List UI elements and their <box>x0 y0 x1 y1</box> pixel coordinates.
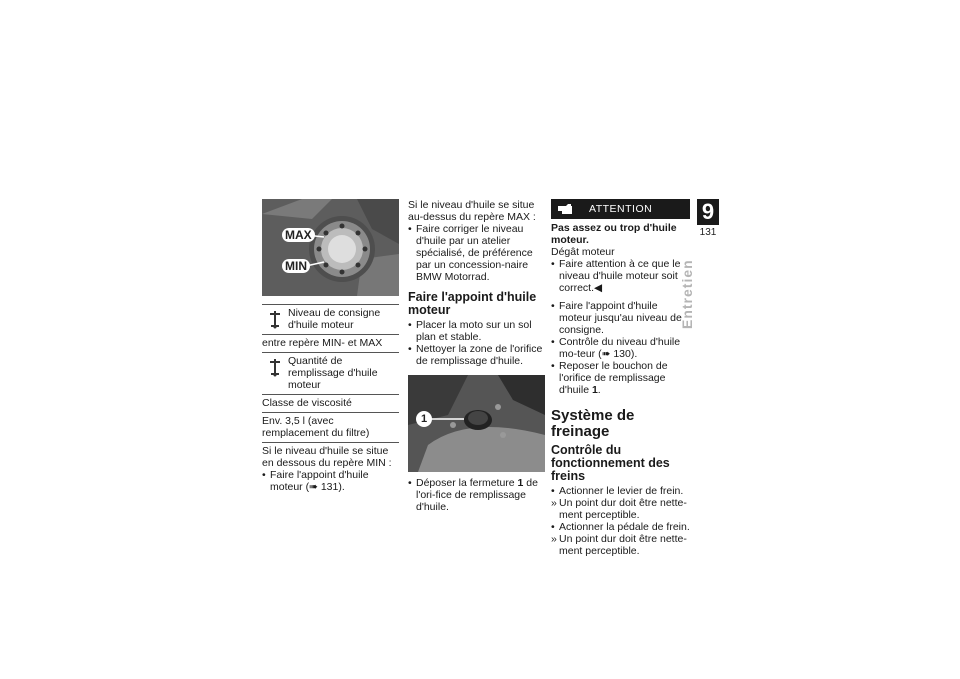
list-item: • Faire corriger le niveau d'huile par un atelier spécialisé, de préférence par un concession-naire BMW Motorrad. <box>408 223 533 283</box>
spec1-label: Niveau de consigne d'huile moteur <box>288 307 381 331</box>
spec2-label: Quantité de remplissage d'huile moteur <box>288 355 378 391</box>
attention-label: ATTENTION <box>589 203 653 215</box>
section-heading: Faire l'appoint d'huile moteur <box>408 290 537 317</box>
list-item: • Actionner le levier de frein. <box>551 485 684 497</box>
arrow-icon: ➠ <box>309 481 321 493</box>
oil-level-photo <box>262 199 399 296</box>
spec-oil-level-value <box>262 334 399 352</box>
max-label: MAX <box>282 228 315 242</box>
list-item: • Actionner la pédale de frein. <box>551 521 690 533</box>
spec-oil-level <box>262 304 399 334</box>
list-item: • Reposer le bouchon de l'orifice de remplissage d'huile 1. <box>551 360 668 396</box>
part-number-badge: 1 <box>416 411 432 427</box>
subsection-title: Contrôle du fonctionnement des freins <box>551 443 670 483</box>
list-item: • Faire l'appoint d'huile moteur jusqu'au niveau de consigne. <box>551 300 682 336</box>
list-item: • Déposer la fermeture 1 de l'ori-fice de remplissage d'huile. <box>408 477 538 513</box>
column-2 <box>408 199 545 513</box>
list-item: • Nettoyer la zone de l'orifice de remplissage d'huile. <box>408 343 543 367</box>
wrench-icon <box>268 359 282 377</box>
chapter-number: 9 <box>697 199 719 225</box>
spec-oil-quantity <box>262 352 399 394</box>
column-3 <box>551 199 690 557</box>
section-name: Entretien <box>679 259 695 329</box>
min-paragraph: Si le niveau d'huile se situe en dessous du repère MIN : <box>262 445 392 469</box>
section-title: Système de freinage <box>551 407 635 440</box>
list-item: • Faire l'appoint d'huile moteur (➠ 131). <box>262 469 369 493</box>
arrow-icon: ➠ <box>601 348 614 360</box>
max-paragraph: Si le niveau d'huile se situe au-dessus du repère MAX : <box>408 199 536 223</box>
spec1-value: entre repère MIN- et MAX <box>262 337 383 349</box>
page-number: 131 <box>699 227 717 238</box>
list-item: • Contrôle du niveau d'huile mo-teur (➠ 130). <box>551 336 681 360</box>
list-item: • Placer la moto sur un sol plan et stable. <box>408 319 532 343</box>
list-item: » Un point dur doit être nette-ment perceptible. <box>551 497 687 521</box>
filler-cap-photo <box>408 375 545 472</box>
spec-quantity-value <box>262 412 399 443</box>
spec2-sublabel: Classe de viscosité <box>262 397 352 409</box>
warning-hand-icon <box>557 203 573 215</box>
spec2-value: Env. 3,5 l (avec remplacement du filtre) <box>262 415 370 439</box>
column-1 <box>262 199 399 493</box>
oil-sight-glass-illustration <box>262 199 399 296</box>
attention-subhead: Pas assez ou trop d'huile moteur. <box>551 222 677 246</box>
spec-viscosity <box>262 394 399 412</box>
min-label: MIN <box>282 259 310 273</box>
attention-banner <box>551 199 690 219</box>
chapter-tab <box>679 199 719 329</box>
list-item: » Un point dur doit être nette-ment perceptible. <box>551 533 687 557</box>
list-item: • Faire attention à ce que le niveau d'huile moteur soit correct.◀ <box>551 258 681 294</box>
damage-text: Dégât moteur <box>551 246 615 258</box>
wrench-icon <box>268 311 282 329</box>
